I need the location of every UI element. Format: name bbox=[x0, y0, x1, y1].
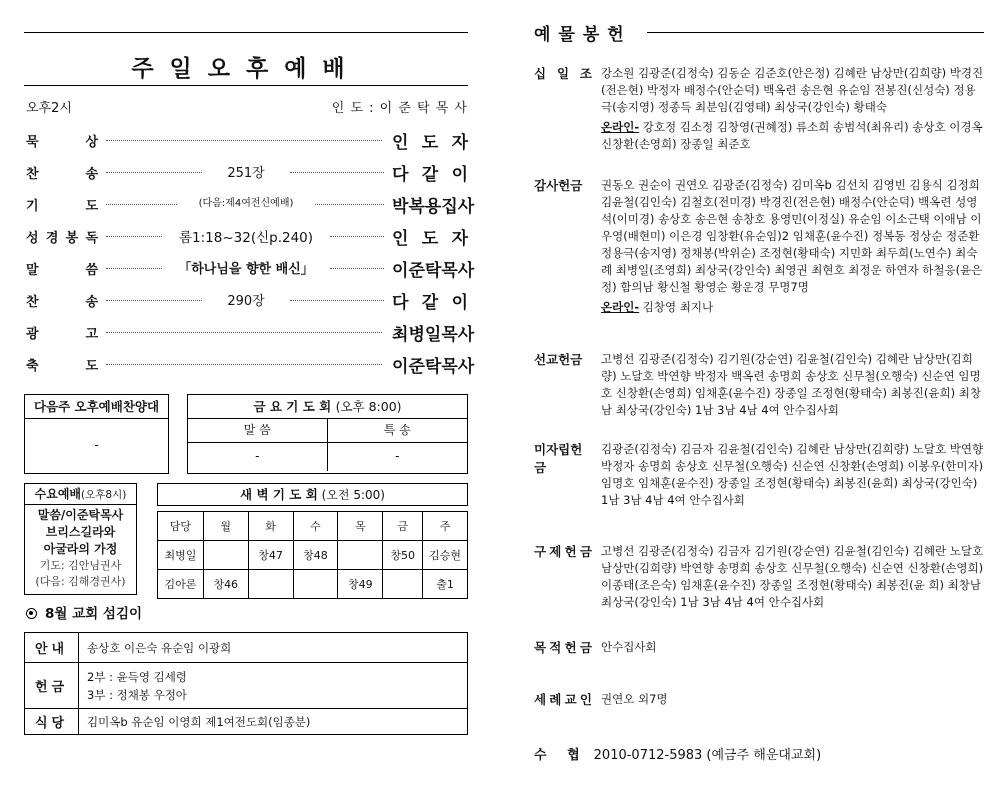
offering-donors: 강소원 김광준(김정숙) 김동순 김준호(안은정) 김혜란 남상만(김희량) 박경진(전은현) 박정자 배정수(안순덕) 백옥련 송은현 유순임 전봉진(신성숙) 정용극(송지영) 정종득 최분임(김영태) 최상국(강인숙) 황태숙 bbox=[601, 66, 984, 114]
next-choir-header: 다음주 오후예배찬양대 bbox=[25, 395, 168, 419]
offering-online bbox=[601, 119, 984, 153]
dawn-cell: 출1 bbox=[423, 570, 468, 599]
wednesday-sermon-title-2: 아굴라의 가정 bbox=[43, 542, 118, 556]
dawn-col-header: 월 bbox=[203, 512, 248, 541]
order-row bbox=[24, 255, 475, 281]
offering-donors: 김광준(김정숙) 김금자 김윤철(김인숙) 김혜란 남상만(김희량) 노달호 박연향 박정자 송명희 송상호 신무철(오행숙) 신순연 신창환(손영희) 이봉우(한미자) 임명호 임채훈(윤수진) 장종일 조정현(황태숙) 최봉진(윤희) 최상국(강인숙) 1남 3남 4남 4여 안수집사회 bbox=[601, 442, 984, 507]
leader-dots bbox=[290, 172, 384, 173]
order-label: 축 도 bbox=[26, 359, 98, 374]
dawn-prayer-title: 새 벽 기 도 회 bbox=[240, 487, 318, 502]
order-label: 광 고 bbox=[26, 327, 98, 342]
servant-role: 식당 bbox=[25, 709, 79, 735]
dawn-prayer-time: (오전 5:00) bbox=[321, 488, 385, 502]
dawn-cell: 최병일 bbox=[158, 541, 204, 570]
dawn-col-header: 수 bbox=[293, 512, 338, 541]
offering-online bbox=[601, 299, 984, 316]
leader-dots bbox=[106, 364, 382, 365]
order-row bbox=[24, 223, 468, 249]
friday-prayer-time: (오후 8:00) bbox=[335, 399, 402, 414]
order-person: 박 복 용 집 사 bbox=[392, 197, 475, 217]
order-person: 이 준 탁 목 사 bbox=[392, 261, 475, 281]
title-rule bbox=[24, 85, 468, 86]
order-detail: 251장 bbox=[227, 166, 265, 181]
dawn-cell: 창49 bbox=[338, 570, 383, 599]
order-row bbox=[24, 191, 475, 217]
dawn-cell: 김아론 bbox=[158, 570, 204, 599]
servant-row bbox=[25, 709, 468, 735]
wednesday-next: (다음: 김해경권사) bbox=[35, 575, 126, 588]
friday-val-special: - bbox=[395, 449, 400, 463]
order-row bbox=[24, 351, 475, 377]
dawn-col-header: 화 bbox=[248, 512, 293, 541]
offerings-title-rule bbox=[647, 32, 984, 33]
servants-heading bbox=[26, 602, 142, 622]
dawn-cell: 김승현 bbox=[423, 541, 468, 570]
top-rule bbox=[24, 32, 468, 33]
leader-dots bbox=[106, 236, 162, 237]
next-choir-value: - bbox=[94, 438, 99, 452]
offering-names bbox=[601, 543, 984, 614]
offering-donors: 고병선 김광준(김정숙) 김금자 김기원(강순연) 김윤철(김인숙) 김혜란 노달호 남상만(김희량) 박연향 송명희 송상호 신무철(오행숙) 신순연 신창환(손영희) 이종태(조은숙) 임채훈(윤수진) 장종일 조정현(황태숙) 최봉진(윤 희) 최창남 최상국(강인숙) 1남 3남 4남 4여 안수집사회 bbox=[601, 544, 984, 609]
dawn-row bbox=[158, 570, 468, 599]
wednesday-sermon: 말씀/이준탁목사 bbox=[37, 508, 124, 522]
order-row bbox=[24, 287, 468, 313]
online-label: 온라인- bbox=[601, 300, 640, 314]
servant-line: 김미옥b 유순임 이영희 제1여전도회(임종분) bbox=[87, 714, 311, 729]
servant-line: 2부 : 윤득영 김세령 bbox=[87, 669, 187, 684]
offering-type: 목 적 헌 금 bbox=[534, 640, 592, 655]
friday-val-sermon: - bbox=[188, 443, 328, 471]
order-row bbox=[24, 127, 468, 153]
wednesday-header bbox=[25, 484, 136, 505]
wednesday-title: 수요예배 bbox=[34, 487, 82, 501]
next-choir-box bbox=[24, 394, 169, 474]
bank-account bbox=[534, 744, 821, 763]
order-detail: 「하나님을 향한 배신」 bbox=[178, 262, 314, 277]
online-donors: 강호정 김소정 김창영(권혜정) 류소희 송범석(최유리) 송상호 이경옥 신창환(손영희) 장종일 최준호 bbox=[601, 120, 983, 151]
dawn-cell bbox=[248, 570, 293, 599]
offering-type: 구 제 헌 금 bbox=[534, 544, 592, 559]
dawn-cell: 창47 bbox=[248, 541, 293, 570]
offering-type: 미자립헌금 bbox=[534, 442, 583, 475]
order-label: 묵 상 bbox=[26, 135, 98, 150]
leader-dots bbox=[106, 140, 382, 141]
offering-type: 세 례 교 인 bbox=[534, 692, 592, 707]
leader-dots bbox=[106, 300, 202, 301]
leader-dots bbox=[106, 172, 202, 173]
offering-donors: 권동오 권순이 권연오 김광준(김정숙) 김미옥b 김선치 김영빈 김용식 김정희 김윤철(김인숙) 김철호(전미경) 박경진(전은현) 배정수(안순덕) 백옥련 성영석(이미경) 송상호 송은현 송창호 용영민(이정실) 유순임 이소근택 이애남 이우영(배현미) 이은경 임창환(유순임)2 임채훈(윤수진) 정복동 정상순 정준환 정용극(송지영) 정채봉(박위순) 조정현(황태숙) 지민화 최두희(노연수) 최숙례 최병일(조영희) 최상국(강인숙) 최영권 최현호 최정운 하연자 하철응(윤은정) 함의남 황신철 황영순 황운경 무명7명 bbox=[601, 178, 983, 294]
dawn-row bbox=[158, 541, 468, 570]
bank-account-text: 2010-0712-5983 (예금주 해운대교회) bbox=[593, 748, 822, 763]
order-detail: 롬1:18~32(신p.240) bbox=[178, 230, 314, 246]
offering-names bbox=[601, 691, 984, 711]
leader-dots bbox=[106, 332, 382, 333]
wednesday-sermon-title-1: 브리스길라와 bbox=[45, 525, 116, 539]
order-detail: 290장 bbox=[227, 294, 265, 309]
servant-line: 송상호 이은숙 유순임 이광희 bbox=[87, 640, 232, 655]
offering-names bbox=[601, 177, 984, 319]
dawn-cell bbox=[383, 570, 423, 599]
dawn-prayer-header bbox=[157, 483, 468, 506]
dawn-col-header: 금 bbox=[383, 512, 423, 541]
online-donors: 김창영 최지나 bbox=[639, 300, 714, 314]
offering-type: 십 일 조 bbox=[534, 66, 592, 81]
dawn-col-header: 담당 bbox=[158, 512, 204, 541]
wednesday-prayer: 기도: 김안님권사 bbox=[39, 559, 122, 572]
order-label: 찬 송 bbox=[26, 167, 98, 182]
order-row bbox=[24, 319, 475, 345]
order-detail: (다음:제4여전신예배) bbox=[198, 198, 294, 209]
leader-dots bbox=[290, 300, 384, 301]
friday-prayer-header bbox=[188, 395, 467, 419]
dawn-cell bbox=[293, 570, 338, 599]
offering-names bbox=[601, 441, 984, 512]
leader-dots bbox=[106, 204, 177, 205]
order-person: 다 같 이 bbox=[392, 165, 468, 185]
order-label: 찬 송 bbox=[26, 295, 98, 310]
dawn-prayer-table bbox=[157, 511, 468, 599]
offering-names bbox=[601, 351, 984, 422]
offering-type: 선교헌금 bbox=[534, 352, 583, 367]
dawn-cell: 창46 bbox=[203, 570, 248, 599]
friday-prayer-title: 금 요 기 도 회 bbox=[253, 399, 332, 414]
service-time: 오후2시 bbox=[26, 101, 72, 116]
offering-donors: 권연오 외7명 bbox=[601, 692, 668, 706]
servant-line: 3부 : 정채봉 우정아 bbox=[87, 687, 187, 702]
dawn-cell bbox=[203, 541, 248, 570]
dawn-cell: 창48 bbox=[293, 541, 338, 570]
bullet-icon bbox=[26, 608, 37, 619]
friday-prayer-box bbox=[187, 394, 468, 474]
servants-table bbox=[24, 632, 468, 735]
friday-cols bbox=[188, 419, 467, 443]
page-title: 주일오후예배 bbox=[131, 56, 361, 82]
leader-dots bbox=[330, 268, 384, 269]
wednesday-box bbox=[24, 483, 137, 595]
offering-donors: 안수집사회 bbox=[601, 640, 657, 654]
friday-col-special: 특 송 bbox=[383, 423, 411, 437]
service-leader: 인 도 : 이 준 탁 목 사 bbox=[331, 101, 468, 116]
bank-label: 수 협 bbox=[534, 748, 588, 763]
servant-names bbox=[79, 663, 468, 709]
leader-dots bbox=[330, 236, 384, 237]
offering-type: 감사헌금 bbox=[534, 178, 583, 193]
order-person: 이 준 탁 목 사 bbox=[392, 357, 475, 377]
offering-names bbox=[601, 65, 984, 156]
order-row bbox=[24, 159, 468, 185]
servants-title: 8월 교회 섬김이 bbox=[45, 606, 143, 622]
servant-row bbox=[25, 663, 468, 709]
friday-vals bbox=[188, 443, 467, 471]
friday-col-sermon: 말 씀 bbox=[188, 419, 328, 442]
online-label: 온라인- bbox=[601, 120, 640, 134]
servant-row bbox=[25, 633, 468, 663]
offering-names bbox=[601, 639, 984, 659]
dawn-col-header: 주 bbox=[423, 512, 468, 541]
order-label: 성 경 봉 독 bbox=[26, 231, 98, 246]
dawn-cell bbox=[338, 541, 383, 570]
order-person: 인 도 자 bbox=[392, 133, 468, 153]
order-person: 인 도 자 bbox=[392, 229, 468, 249]
servant-role: 안내 bbox=[25, 633, 79, 663]
order-person: 최 병 일 목 사 bbox=[392, 325, 475, 345]
offering-donors: 고병선 김광준(김정숙) 김기원(강순연) 김윤철(김인숙) 김혜란 남상만(김희량) 노달호 박연향 박정자 백옥련 송명희 송상호 신무철(오행숙) 신순연 임명호 신창환(손영희) 임채훈(윤수진) 장종일 조정현(황태숙) 최봉진(윤희) 최창남 최상국(강인숙) 1남 3남 4남 4여 안수집사회 bbox=[601, 352, 981, 417]
order-label: 말 씀 bbox=[26, 263, 98, 278]
dawn-col-header: 목 bbox=[338, 512, 383, 541]
leader-dots bbox=[315, 204, 384, 205]
servant-names bbox=[79, 709, 468, 735]
order-person: 다 같 이 bbox=[392, 293, 468, 313]
wednesday-time: (오후8시) bbox=[81, 489, 127, 501]
leader-dots bbox=[106, 268, 162, 269]
dawn-cell: 창50 bbox=[383, 541, 423, 570]
offerings-title: 예물봉헌 bbox=[534, 25, 632, 45]
order-label: 기 도 bbox=[26, 199, 98, 214]
servant-role: 헌금 bbox=[25, 663, 79, 709]
servant-names bbox=[79, 633, 468, 663]
